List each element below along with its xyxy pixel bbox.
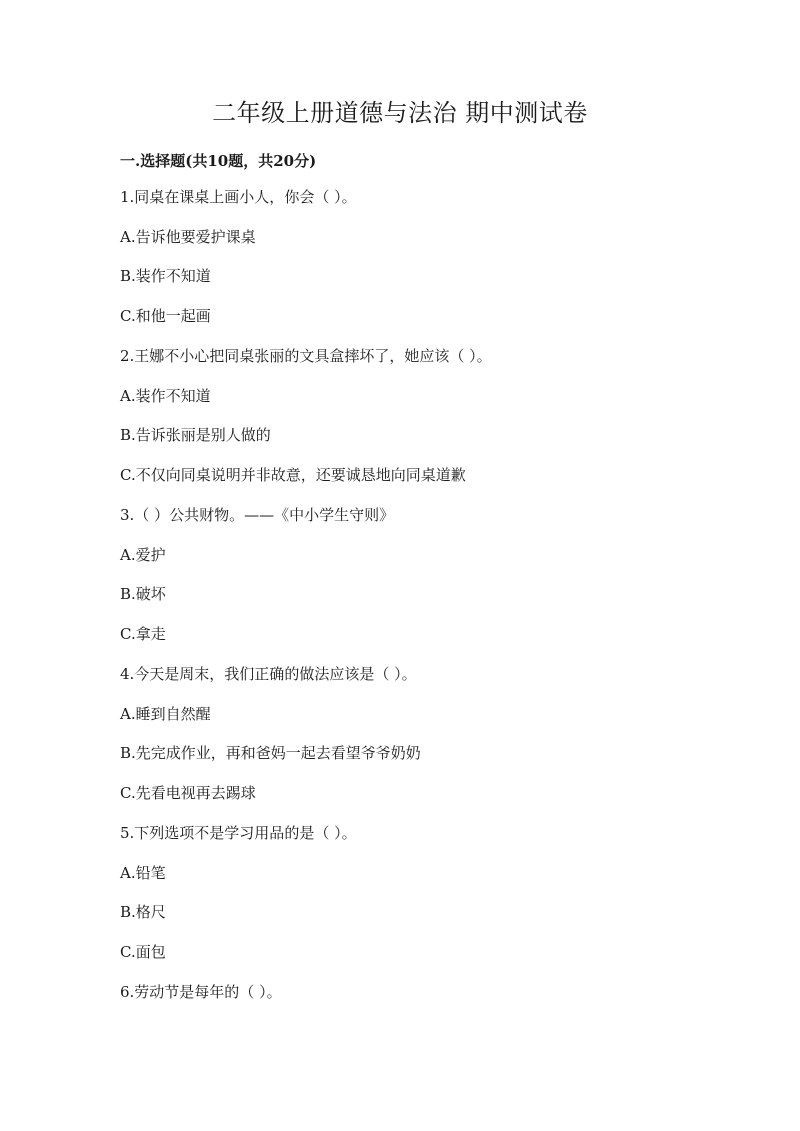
question-stem: 5.下列选项不是学习用品的是（ ）。 [120,824,357,842]
answer-option: B.告诉张丽是别人做的 [120,426,271,444]
answer-option: B.破坏 [120,585,166,603]
answer-option: C.面包 [120,943,166,961]
answer-option: A.爱护 [120,546,166,564]
answer-option: A.睡到自然醒 [120,705,211,723]
question-stem: 2.王娜不小心把同桌张丽的文具盒摔坏了，她应该（ ）。 [120,347,492,365]
answer-option: B.装作不知道 [120,267,211,285]
answer-option: C.和他一起画 [120,307,211,325]
answer-option: C.拿走 [120,625,166,643]
answer-option: A.铅笔 [120,864,166,882]
question-stem: 3.（ ）公共财物。——《中小学生守则》 [120,506,395,524]
question-stem: 1.同桌在课桌上画小人，你会（ ）。 [120,188,357,206]
section-heading: 一.选择题(共10题，共20分) [120,152,317,170]
answer-option: C.先看电视再去踢球 [120,784,256,802]
question-stem: 6.劳动节是每年的（ ）。 [120,983,282,1001]
answer-option: A.告诉他要爱护课桌 [120,228,256,246]
answer-option: B.先完成作业，再和爸妈一起去看望爷爷奶奶 [120,744,421,762]
answer-option: C.不仅向同桌说明并非故意，还要诚恳地向同桌道歉 [120,466,466,484]
answer-option: A.装作不知道 [120,387,211,405]
answer-option: B.格尺 [120,903,166,921]
question-stem: 4.今天是周末，我们正确的做法应该是（ ）。 [120,665,417,683]
page-title: 二年级上册道德与法治 期中测试卷 [212,99,588,127]
